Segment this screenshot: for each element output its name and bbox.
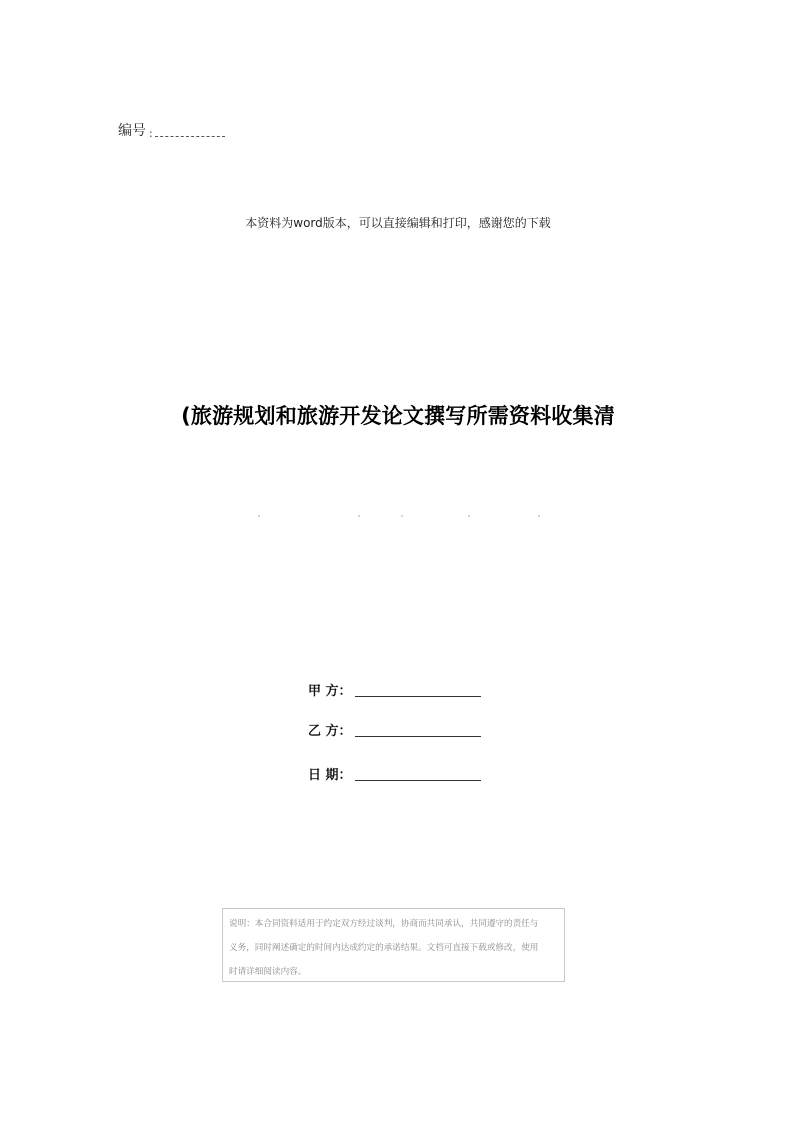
party-b-row xyxy=(308,720,481,739)
party-a-line xyxy=(355,682,481,697)
faint-dot xyxy=(358,515,360,517)
date-line xyxy=(355,766,481,781)
party-b-label: 乙 方： xyxy=(308,724,352,739)
explanation-line: 说明：本合同资料适用于约定双方经过谈判，协商而共同承认，共同遵守的责任与 xyxy=(229,919,539,929)
party-a-row xyxy=(308,680,481,699)
document-number-label: 编号 xyxy=(118,123,146,139)
document-number xyxy=(118,120,225,140)
date-row xyxy=(308,764,481,783)
date-label: 日 期： xyxy=(308,768,352,783)
faint-dot xyxy=(258,515,260,517)
faint-dot xyxy=(401,515,403,517)
document-number-blank xyxy=(155,126,225,137)
explanation-line: 时请详细阅读内容。 xyxy=(229,967,307,977)
party-b-line xyxy=(355,722,481,737)
explanation-line: 义务，同时阐述确定的时间内达成约定的承诺结果。文档可直接下载或修改，使用 xyxy=(229,943,539,953)
explanation-box xyxy=(222,908,565,982)
party-a-label: 甲 方： xyxy=(308,684,352,699)
editable-notice: 本资料为word版本，可以直接编辑和打印，感谢您的下载 xyxy=(245,216,551,230)
faint-dot xyxy=(468,515,470,517)
faint-dot xyxy=(538,515,540,517)
document-number-colon: : xyxy=(149,127,153,140)
document-title: (旅游规划和旅游开发论文撰写所需资料收集清 xyxy=(181,404,615,428)
